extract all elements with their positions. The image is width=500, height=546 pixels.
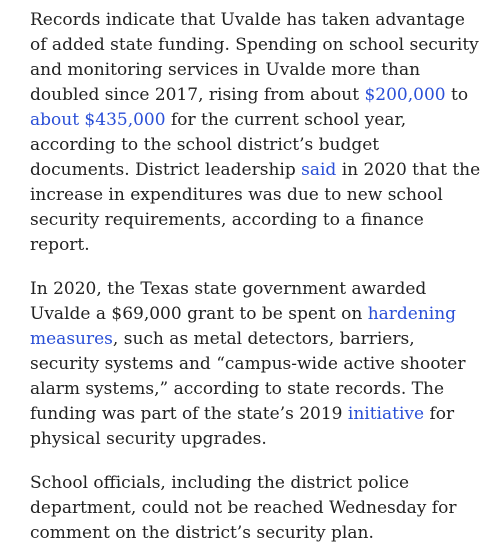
link-initiative[interactable]: initiative bbox=[347, 404, 425, 424]
paragraph-text: In 2020, the Texas state government awarded Uvalde a $69,000 grant to be spent on bbox=[30, 279, 427, 324]
paragraph-text: School officials, including the district police department, could not be reached Wednesday for comment on the district’s security plan. bbox=[30, 473, 457, 543]
paragraph-text: for the current school year, according to the school district’s budget documents. District leadership bbox=[30, 110, 407, 180]
paragraph-school-officials bbox=[30, 471, 484, 546]
link-200000[interactable]: $200,000 bbox=[364, 85, 446, 105]
paragraph-text: , such as metal detectors, barriers, security systems and “campus-wide active shooter alarm systems,” according to state records. The funding was part of the state’s 2019 bbox=[30, 329, 466, 424]
link-hardening-measures[interactable]: hardening measures bbox=[30, 304, 457, 349]
paragraph-state-funding bbox=[30, 8, 484, 258]
paragraph-text: for physical security upgrades. bbox=[30, 404, 455, 449]
link-said[interactable]: said bbox=[301, 160, 337, 180]
paragraph-grant bbox=[30, 277, 484, 452]
paragraph-text: to bbox=[445, 85, 469, 105]
paragraph-text: Records indicate that Uvalde has taken advantage of added state funding. Spending on school security and monitoring services in Uvalde more than doubled since 2017, rising from about bbox=[30, 10, 479, 105]
paragraph-text: in 2020 that the increase in expenditures was due to new school security requirements, according to a finance report. bbox=[30, 160, 481, 255]
link-435000[interactable]: about $435,000 bbox=[30, 110, 166, 130]
